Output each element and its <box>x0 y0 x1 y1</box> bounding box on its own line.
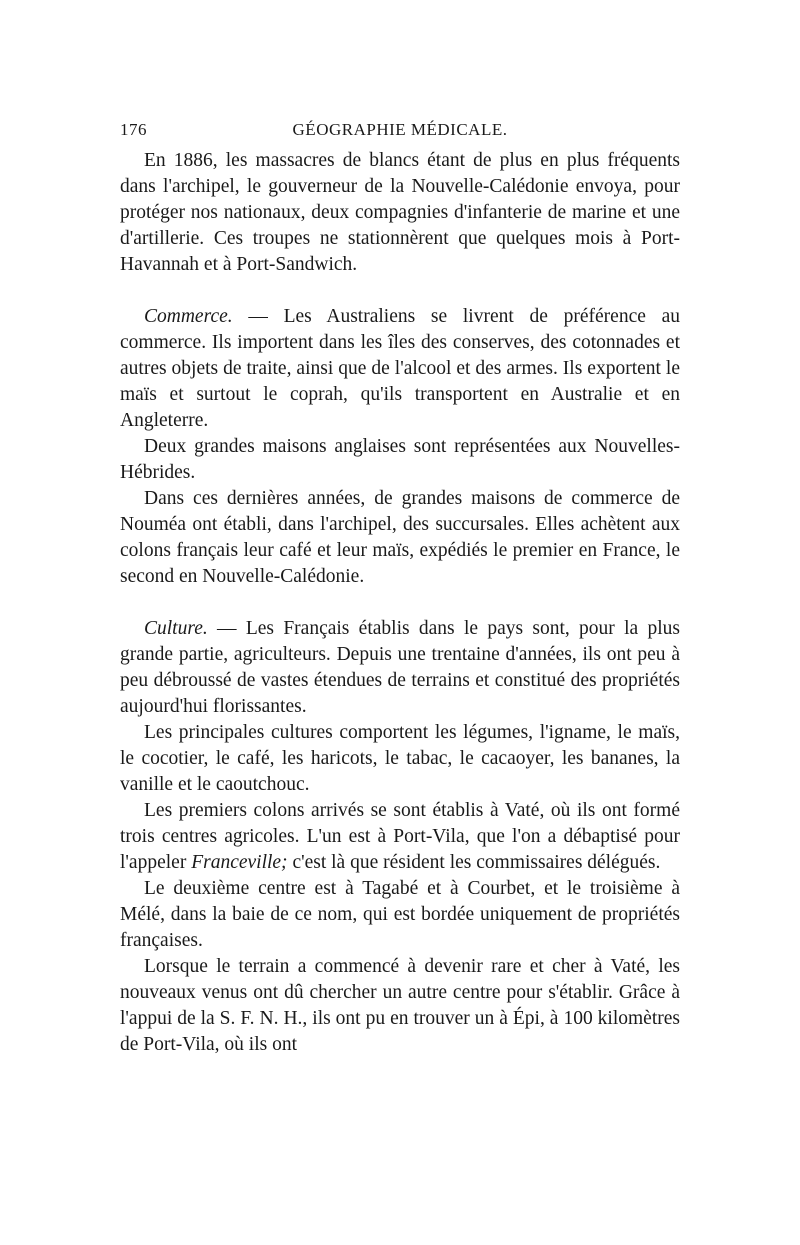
paragraph-noumea-houses: Dans ces dernières années, de grandes maisons de commerce de Nouméa ont établi, dans l'archipel, des succursales. Elles achètent aux colons français leur café et leur maïs, expédiés le premier en France, le second en Nouvelle-Calédonie. <box>120 488 680 587</box>
paragraph-culture <box>120 616 680 720</box>
page-number: 176 <box>120 120 147 139</box>
paragraph-second-centre: Le deuxième centre est à Tagabé et à Courbet, et le troisième à Mélé, dans la baie de ce nom, qui est bordée uniquement de propriétés françaises. <box>120 878 680 951</box>
paragraph-commerce-text: — Les Australiens se livrent de préférence au commerce. Ils importent dans les îles des conserves, des cotonnades et autres objets de traite, ainsi que de l'alcool et des armes. Ils exportent le maïs et surtout le coprah, qu'ils transportent en Australie et en Angleterre. <box>120 306 680 431</box>
paragraph-culture-text: — Les Français établis dans le pays sont, pour la plus grande partie, agriculteurs. Depuis une trentaine d'années, ils ont peu à peu débroussé de vastes étendues de terrains et constitué des propriétés aujourd'hui florissantes. <box>120 618 680 717</box>
paragraph-epi: Lorsque le terrain a commencé à devenir rare et cher à Vaté, les nouveaux venus ont dû chercher un autre centre pour s'établir. Grâce à l'appui de la S. F. N. H., ils ont pu en trouver un à Épi, à 100 kilomètres de Port-Vila, où ils ont <box>120 956 680 1055</box>
franceville-italic: Franceville; <box>191 852 288 873</box>
page-header <box>120 120 680 146</box>
section-heading-commerce: Commerce. <box>144 306 233 327</box>
section-gap <box>120 590 680 616</box>
paragraph-crops: Les principales cultures comportent les légumes, l'igname, le maïs, le cocotier, le café, les haricots, le tabac, le cacaoyer, les bananes, la vanille et le caoutchouc. <box>120 722 680 795</box>
paragraph-commerce <box>120 304 680 434</box>
running-title: GÉOGRAPHIE MÉDICALE. <box>292 120 508 139</box>
body-text <box>120 148 680 1058</box>
paragraph-first-colons-part1: Les premiers colons arrivés se sont établis à Vaté, où ils ont formé trois centres agricoles. L'un est à Port-Vila, que l'on a débaptisé pour l'appeler <box>120 800 680 873</box>
paragraph-english-houses: Deux grandes maisons anglaises sont représentées aux Nouvelles-Hébrides. <box>120 436 680 483</box>
section-heading-culture: Culture. <box>144 618 208 639</box>
paragraph-troops: En 1886, les massacres de blancs étant de plus en plus fréquents dans l'archipel, le gouverneur de la Nouvelle-Calédonie envoya, pour protéger nos nationaux, deux compagnies d'infanterie de marine et une d'artillerie. Ces troupes ne stationnèrent que quelques mois à Port-Havannah et à Port-Sandwich. <box>120 150 680 275</box>
paragraph-first-colons <box>120 798 680 876</box>
paragraph-first-colons-part2: c'est là que résident les commissaires délégués. <box>287 852 661 873</box>
section-gap <box>120 278 680 304</box>
